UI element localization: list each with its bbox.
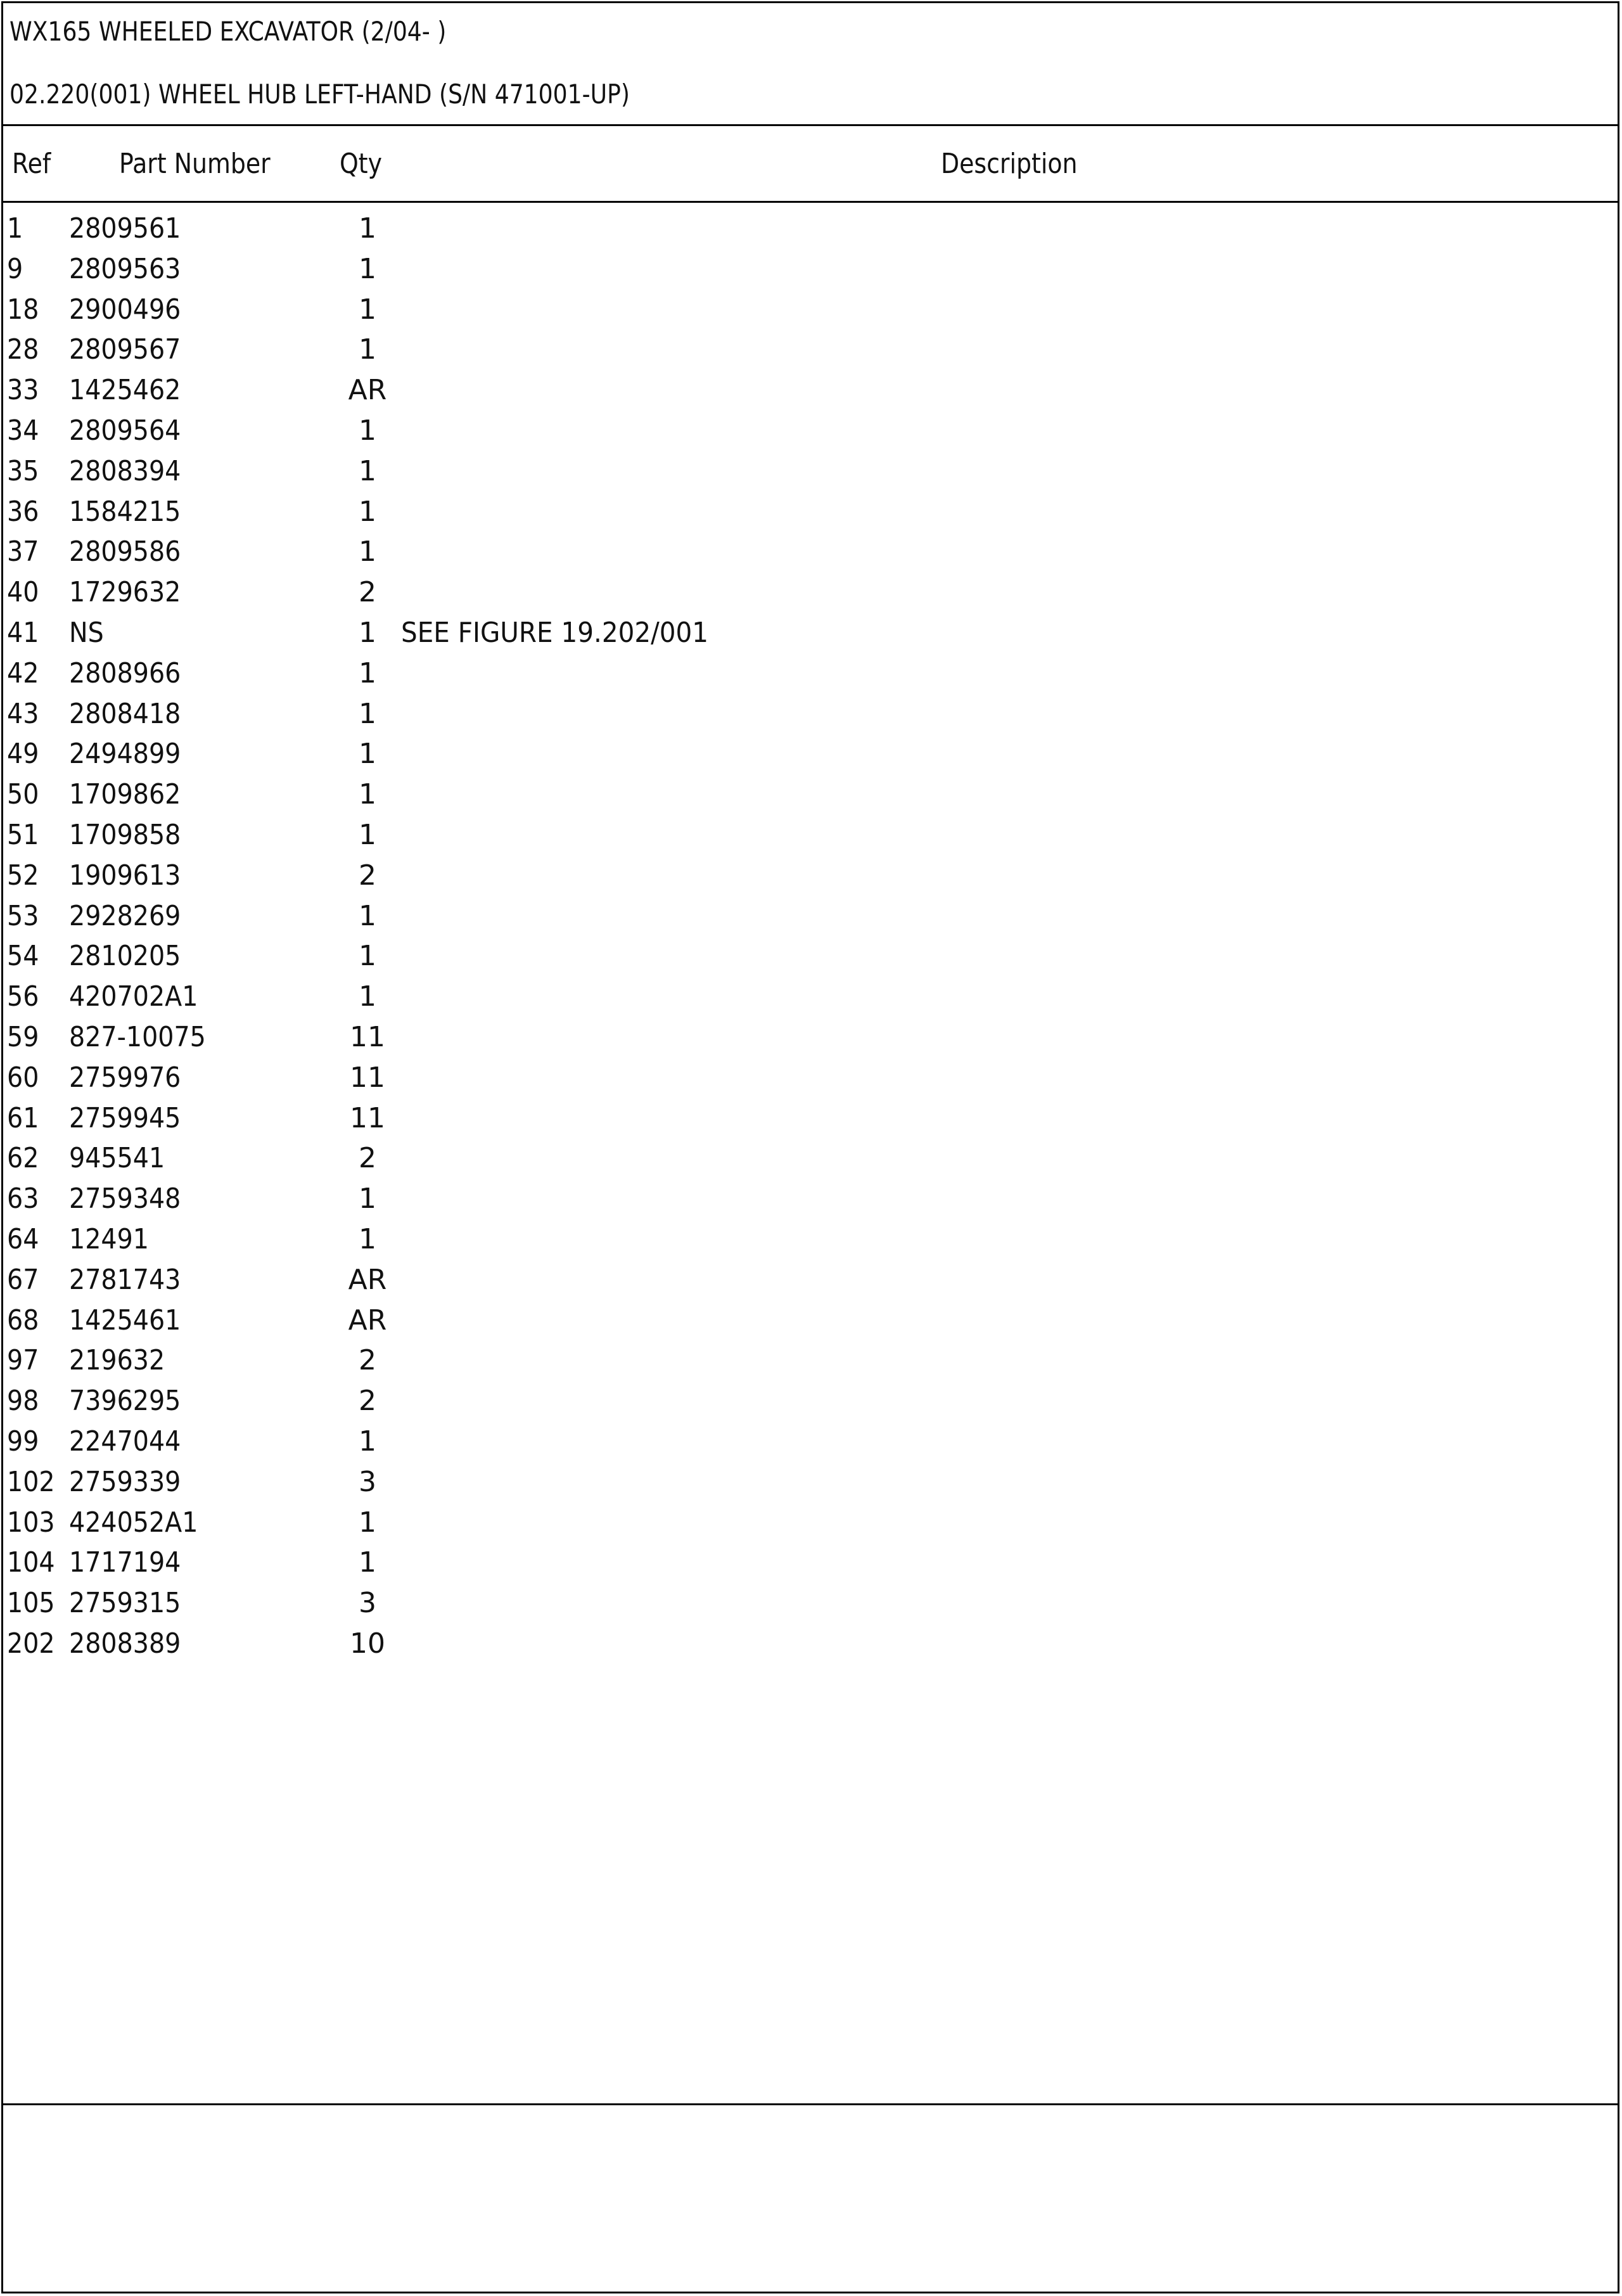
row-part-number: 424052A1 bbox=[69, 1506, 198, 1539]
row-qty: 2 bbox=[359, 576, 376, 609]
table-row bbox=[3, 734, 1619, 774]
row-qty: 1 bbox=[359, 778, 376, 811]
table-row bbox=[3, 249, 1619, 290]
row-part-number: 1425462 bbox=[69, 374, 181, 407]
table-row bbox=[3, 1624, 1619, 1664]
row-part-number: 1709862 bbox=[69, 778, 181, 811]
table-row bbox=[3, 1340, 1619, 1381]
row-part-number: 2759945 bbox=[69, 1101, 181, 1134]
row-part-number: 2809586 bbox=[69, 536, 181, 568]
row-qty: 1 bbox=[359, 252, 376, 285]
row-part-number: 827-10075 bbox=[69, 1020, 206, 1053]
table-row bbox=[3, 694, 1619, 734]
table-row bbox=[3, 1421, 1619, 1462]
table-row bbox=[3, 896, 1619, 937]
row-part-number: 1425461 bbox=[69, 1304, 181, 1337]
row-ref: 102 bbox=[7, 1465, 55, 1498]
row-ref: 41 bbox=[7, 616, 39, 649]
document-subtitle: 02.220(001) WHEEL HUB LEFT-HAND (S/N 471001-UP) bbox=[10, 79, 630, 110]
table-row bbox=[3, 370, 1619, 411]
divider bbox=[3, 124, 1618, 126]
table-row bbox=[3, 1219, 1619, 1260]
row-part-number: 219632 bbox=[69, 1344, 165, 1377]
row-part-number: 2808394 bbox=[69, 454, 181, 487]
divider bbox=[3, 2103, 1618, 2105]
row-qty: 2 bbox=[359, 859, 376, 892]
table-row bbox=[3, 330, 1619, 370]
table-row bbox=[3, 1583, 1619, 1624]
row-ref: 202 bbox=[7, 1627, 55, 1660]
row-part-number: 2247044 bbox=[69, 1425, 181, 1458]
row-ref: 64 bbox=[7, 1222, 39, 1255]
table-row bbox=[3, 1462, 1619, 1503]
row-qty: 1 bbox=[359, 899, 376, 932]
row-description: SEE FIGURE 19.202/001 bbox=[401, 616, 709, 649]
row-qty: 3 bbox=[359, 1465, 376, 1498]
row-qty: 1 bbox=[359, 1222, 376, 1255]
row-qty: AR bbox=[348, 1263, 387, 1296]
table-row bbox=[3, 653, 1619, 694]
row-ref: 97 bbox=[7, 1344, 39, 1377]
row-ref: 63 bbox=[7, 1183, 39, 1215]
row-qty: 1 bbox=[359, 536, 376, 568]
row-qty: 2 bbox=[359, 1385, 376, 1418]
table-row bbox=[3, 936, 1619, 977]
row-part-number: 2928269 bbox=[69, 899, 181, 932]
table-row bbox=[3, 774, 1619, 815]
row-ref: 104 bbox=[7, 1546, 55, 1579]
table-row bbox=[3, 451, 1619, 492]
row-part-number: 2494899 bbox=[69, 738, 181, 771]
table-row bbox=[3, 572, 1619, 613]
row-ref: 98 bbox=[7, 1385, 39, 1418]
row-qty: 1 bbox=[359, 657, 376, 689]
document-title: WX165 WHEELED EXCAVATOR (2/04- ) bbox=[10, 16, 447, 47]
row-part-number: NS bbox=[69, 616, 104, 649]
row-part-number: 12491 bbox=[69, 1222, 149, 1255]
row-ref: 1 bbox=[7, 212, 23, 245]
row-part-number: 2809567 bbox=[69, 333, 181, 366]
table-row bbox=[3, 815, 1619, 856]
row-part-number: 2900496 bbox=[69, 293, 181, 326]
row-ref: 50 bbox=[7, 778, 39, 811]
row-ref: 99 bbox=[7, 1425, 39, 1458]
row-part-number: 7396295 bbox=[69, 1385, 181, 1418]
row-qty: 1 bbox=[359, 616, 376, 649]
row-part-number: 2759315 bbox=[69, 1587, 181, 1620]
row-qty: 1 bbox=[359, 980, 376, 1013]
row-part-number: 420702A1 bbox=[69, 980, 198, 1013]
row-part-number: 2759339 bbox=[69, 1465, 181, 1498]
table-row bbox=[3, 1300, 1619, 1341]
table-row bbox=[3, 1542, 1619, 1583]
table-row bbox=[3, 411, 1619, 451]
row-ref: 61 bbox=[7, 1101, 39, 1134]
row-ref: 68 bbox=[7, 1304, 39, 1337]
row-ref: 54 bbox=[7, 940, 39, 973]
row-part-number: 2809564 bbox=[69, 414, 181, 447]
row-part-number: 1729632 bbox=[69, 576, 181, 609]
table-row bbox=[3, 290, 1619, 330]
row-part-number: 2759976 bbox=[69, 1061, 181, 1094]
row-qty: 1 bbox=[359, 454, 376, 487]
row-ref: 56 bbox=[7, 980, 39, 1013]
table-row bbox=[3, 492, 1619, 532]
row-ref: 67 bbox=[7, 1263, 39, 1296]
row-ref: 28 bbox=[7, 333, 39, 366]
row-qty: 11 bbox=[350, 1061, 385, 1094]
parts-table-body bbox=[3, 208, 1619, 1664]
row-qty: 11 bbox=[350, 1101, 385, 1134]
divider bbox=[3, 201, 1618, 203]
column-header-description: Description bbox=[941, 148, 1078, 180]
table-row bbox=[3, 977, 1619, 1017]
row-qty: 3 bbox=[359, 1587, 376, 1620]
row-part-number: 2809563 bbox=[69, 252, 181, 285]
table-row bbox=[3, 856, 1619, 896]
row-ref: 40 bbox=[7, 576, 39, 609]
table-row bbox=[3, 1381, 1619, 1421]
row-ref: 49 bbox=[7, 738, 39, 771]
table-row bbox=[3, 208, 1619, 249]
row-part-number: 2809561 bbox=[69, 212, 181, 245]
table-row bbox=[3, 532, 1619, 572]
row-ref: 52 bbox=[7, 859, 39, 892]
row-qty: 1 bbox=[359, 940, 376, 973]
row-qty: 2 bbox=[359, 1142, 376, 1175]
row-ref: 36 bbox=[7, 495, 39, 528]
row-qty: 1 bbox=[359, 1506, 376, 1539]
row-qty: 1 bbox=[359, 1425, 376, 1458]
row-ref: 9 bbox=[7, 252, 23, 285]
table-row bbox=[3, 1260, 1619, 1300]
row-ref: 43 bbox=[7, 697, 39, 730]
column-header-part-number: Part Number bbox=[119, 148, 271, 180]
column-header-qty: Qty bbox=[340, 148, 383, 180]
row-part-number: 2808418 bbox=[69, 697, 181, 730]
row-qty: AR bbox=[348, 374, 387, 407]
row-qty: 10 bbox=[350, 1627, 385, 1660]
row-part-number: 945541 bbox=[69, 1142, 165, 1175]
row-ref: 105 bbox=[7, 1587, 55, 1620]
row-part-number: 1909613 bbox=[69, 859, 181, 892]
table-row bbox=[3, 1058, 1619, 1098]
row-qty: 1 bbox=[359, 697, 376, 730]
row-part-number: 1584215 bbox=[69, 495, 181, 528]
row-qty: 1 bbox=[359, 293, 376, 326]
row-ref: 37 bbox=[7, 536, 39, 568]
row-ref: 35 bbox=[7, 454, 39, 487]
row-part-number: 2810205 bbox=[69, 940, 181, 973]
parts-list-frame bbox=[1, 1, 1619, 2293]
row-ref: 62 bbox=[7, 1142, 39, 1175]
column-header-ref: Ref bbox=[12, 148, 51, 180]
table-row bbox=[3, 1503, 1619, 1543]
row-qty: 1 bbox=[359, 414, 376, 447]
row-qty: AR bbox=[348, 1304, 387, 1337]
row-part-number: 2808389 bbox=[69, 1627, 181, 1660]
row-ref: 59 bbox=[7, 1020, 39, 1053]
row-part-number: 2759348 bbox=[69, 1183, 181, 1215]
row-ref: 33 bbox=[7, 374, 39, 407]
row-ref: 34 bbox=[7, 414, 39, 447]
table-row bbox=[3, 1098, 1619, 1139]
table-row bbox=[3, 613, 1619, 653]
row-qty: 11 bbox=[350, 1020, 385, 1053]
row-ref: 51 bbox=[7, 818, 39, 851]
row-qty: 1 bbox=[359, 212, 376, 245]
row-part-number: 1709858 bbox=[69, 818, 181, 851]
row-qty: 1 bbox=[359, 1183, 376, 1215]
row-ref: 103 bbox=[7, 1506, 55, 1539]
row-part-number: 2808966 bbox=[69, 657, 181, 689]
row-part-number: 2781743 bbox=[69, 1263, 181, 1296]
row-qty: 2 bbox=[359, 1344, 376, 1377]
row-qty: 1 bbox=[359, 333, 376, 366]
row-qty: 1 bbox=[359, 738, 376, 771]
row-ref: 18 bbox=[7, 293, 39, 326]
table-row bbox=[3, 1017, 1619, 1058]
row-ref: 42 bbox=[7, 657, 39, 689]
row-ref: 60 bbox=[7, 1061, 39, 1094]
row-ref: 53 bbox=[7, 899, 39, 932]
row-part-number: 1717194 bbox=[69, 1546, 181, 1579]
row-qty: 1 bbox=[359, 1546, 376, 1579]
row-qty: 1 bbox=[359, 818, 376, 851]
table-row bbox=[3, 1138, 1619, 1179]
row-qty: 1 bbox=[359, 495, 376, 528]
table-row bbox=[3, 1179, 1619, 1219]
